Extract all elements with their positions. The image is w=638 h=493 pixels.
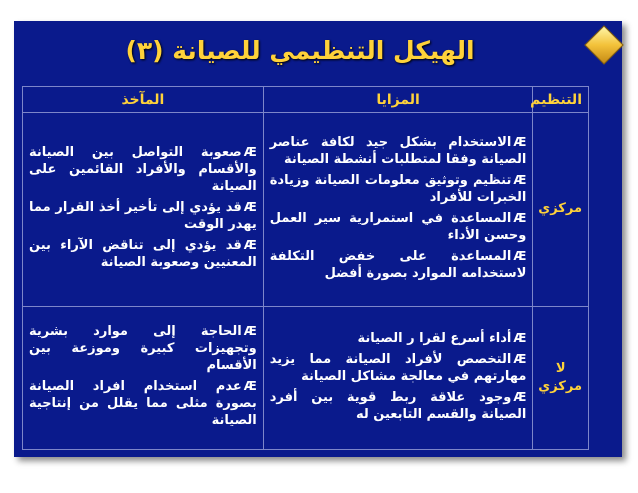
table-row — [23, 306, 589, 449]
list-item — [270, 248, 527, 282]
item-text: وجود علاقة ربط قوية بين أفرد الصيانة والقسم التابعين له — [269, 389, 527, 422]
bullet-icon: Æ — [243, 200, 257, 215]
bullet-icon: Æ — [513, 248, 527, 263]
list-item — [29, 199, 257, 233]
item-text: الاستخدام بشكل جيد لكافة عناصر الصيانة وفقا لمتطلبات أنشطة الصيانة — [269, 134, 527, 167]
bullet-icon: Æ — [513, 134, 527, 149]
advantages-cell — [263, 306, 533, 449]
list-item — [270, 330, 527, 347]
bullet-icon: Æ — [513, 389, 527, 404]
item-text: المساعدة على خفض التكلفة لاستخدامه الموارد بصورة أفضل — [269, 248, 527, 281]
advantages-list — [270, 134, 527, 282]
item-text: قد يؤدي إلى تناقض الآراء بين المعنيين وصعوبة الصيانة — [29, 238, 257, 271]
table-header-row — [23, 87, 589, 113]
item-text: الحاجة إلى موارد بشرية وتجهيزات كبيرة وموزعة بين الأقسام — [29, 324, 257, 374]
item-text: المساعدة في استمرارية سير العمل وحسن الأداء — [269, 210, 527, 243]
header-disadvantages: المآخذ — [23, 87, 264, 113]
header-advantages: المزايا — [263, 87, 533, 113]
advantages-list — [270, 330, 527, 423]
list-item — [29, 323, 257, 374]
bullet-icon: Æ — [513, 351, 527, 366]
list-item — [270, 351, 527, 385]
list-item — [29, 378, 257, 429]
list-item — [270, 172, 527, 206]
disadvantages-list — [29, 323, 257, 429]
disadvantages-list — [29, 144, 257, 271]
list-item — [270, 210, 527, 244]
organization-type-cell: مركزي — [533, 113, 589, 307]
bullet-icon: Æ — [513, 210, 527, 225]
list-item — [29, 144, 257, 195]
maintenance-structure-table — [22, 86, 589, 450]
bullet-icon: Æ — [243, 324, 257, 339]
item-text: تنظيم وتوثيق معلومات الصيانة وزيادة الخبرات للأفراد — [269, 172, 527, 205]
table-row — [23, 113, 589, 307]
disadvantages-cell — [23, 306, 264, 449]
bullet-icon: Æ — [243, 145, 257, 160]
list-item — [29, 237, 257, 271]
disadvantages-cell — [23, 113, 264, 307]
advantages-cell — [263, 113, 533, 307]
list-item — [270, 134, 527, 168]
bullet-icon: Æ — [513, 172, 527, 187]
item-text: صعوبة التواصل بين الصيانة والأقسام والأفراد القائمين على الصيانة — [29, 145, 257, 195]
bullet-icon: Æ — [243, 379, 257, 394]
item-text: عدم استخدام افراد الصيانة بصورة مثلى مما يقلل من إنتاجية الصيانة — [29, 379, 257, 429]
bullet-icon: Æ — [513, 330, 527, 345]
bullet-icon: Æ — [243, 238, 257, 253]
list-item — [270, 389, 527, 423]
organization-type-cell: لا مركزي — [533, 306, 589, 449]
item-text: أداء أسرع لقرا ر الصيانة — [357, 330, 512, 346]
item-text: التخصص لأفراد الصيانة مما يزيد مهارتهم في معالجة مشاكل الصيانة — [269, 351, 527, 384]
slide-title: الهيكل التنظيمي للصيانة (٣) — [125, 36, 475, 65]
item-text: قد يؤدي إلى تأخير أخذ القرار مما يهدر الوقت — [29, 200, 257, 233]
header-organization: التنظيم — [533, 87, 589, 113]
